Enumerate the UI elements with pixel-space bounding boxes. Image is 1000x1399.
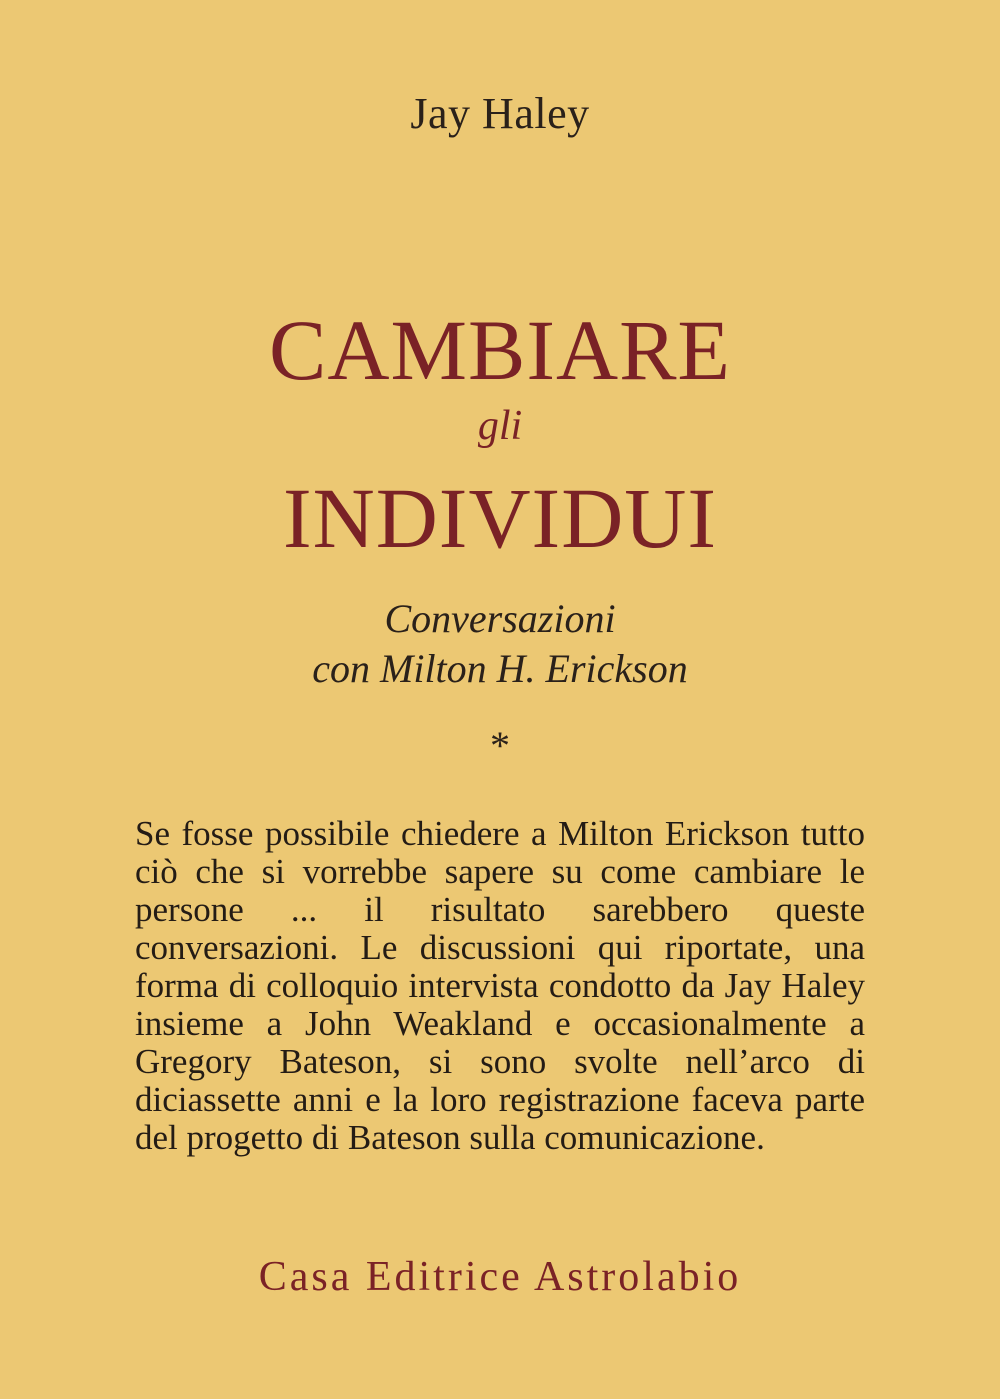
title-line-1: CAMBIARE	[269, 302, 731, 398]
publisher-name: Casa Editrice Astrolabio	[258, 1254, 742, 1300]
subtitle-line-2: con Milton H. Erickson	[312, 646, 688, 691]
author-name: Jay Haley	[410, 89, 590, 138]
asterisk-ornament: *	[490, 723, 510, 768]
title-line-3: INDIVIDUI	[282, 470, 718, 566]
subtitle-line-1: Conversazioni	[384, 596, 616, 641]
title-line-2: gli	[477, 403, 523, 449]
back-cover-blurb: Se fosse possibile chiedere a Milton Erickson tutto ciò che si vorrebbe sapere su come cambiare le persone ... il risultato sarebbero queste conversazioni. Le discussioni qui riportate, una forma di colloquio intervista condotto da Jay Haley insieme a John Weakland e occasionalmente a Gregory Bateson, si sono svolte nell’arco di diciassette anni e la loro registrazione faceva parte del progetto di Bateson sulla comunicazione.	[135, 814, 865, 1157]
